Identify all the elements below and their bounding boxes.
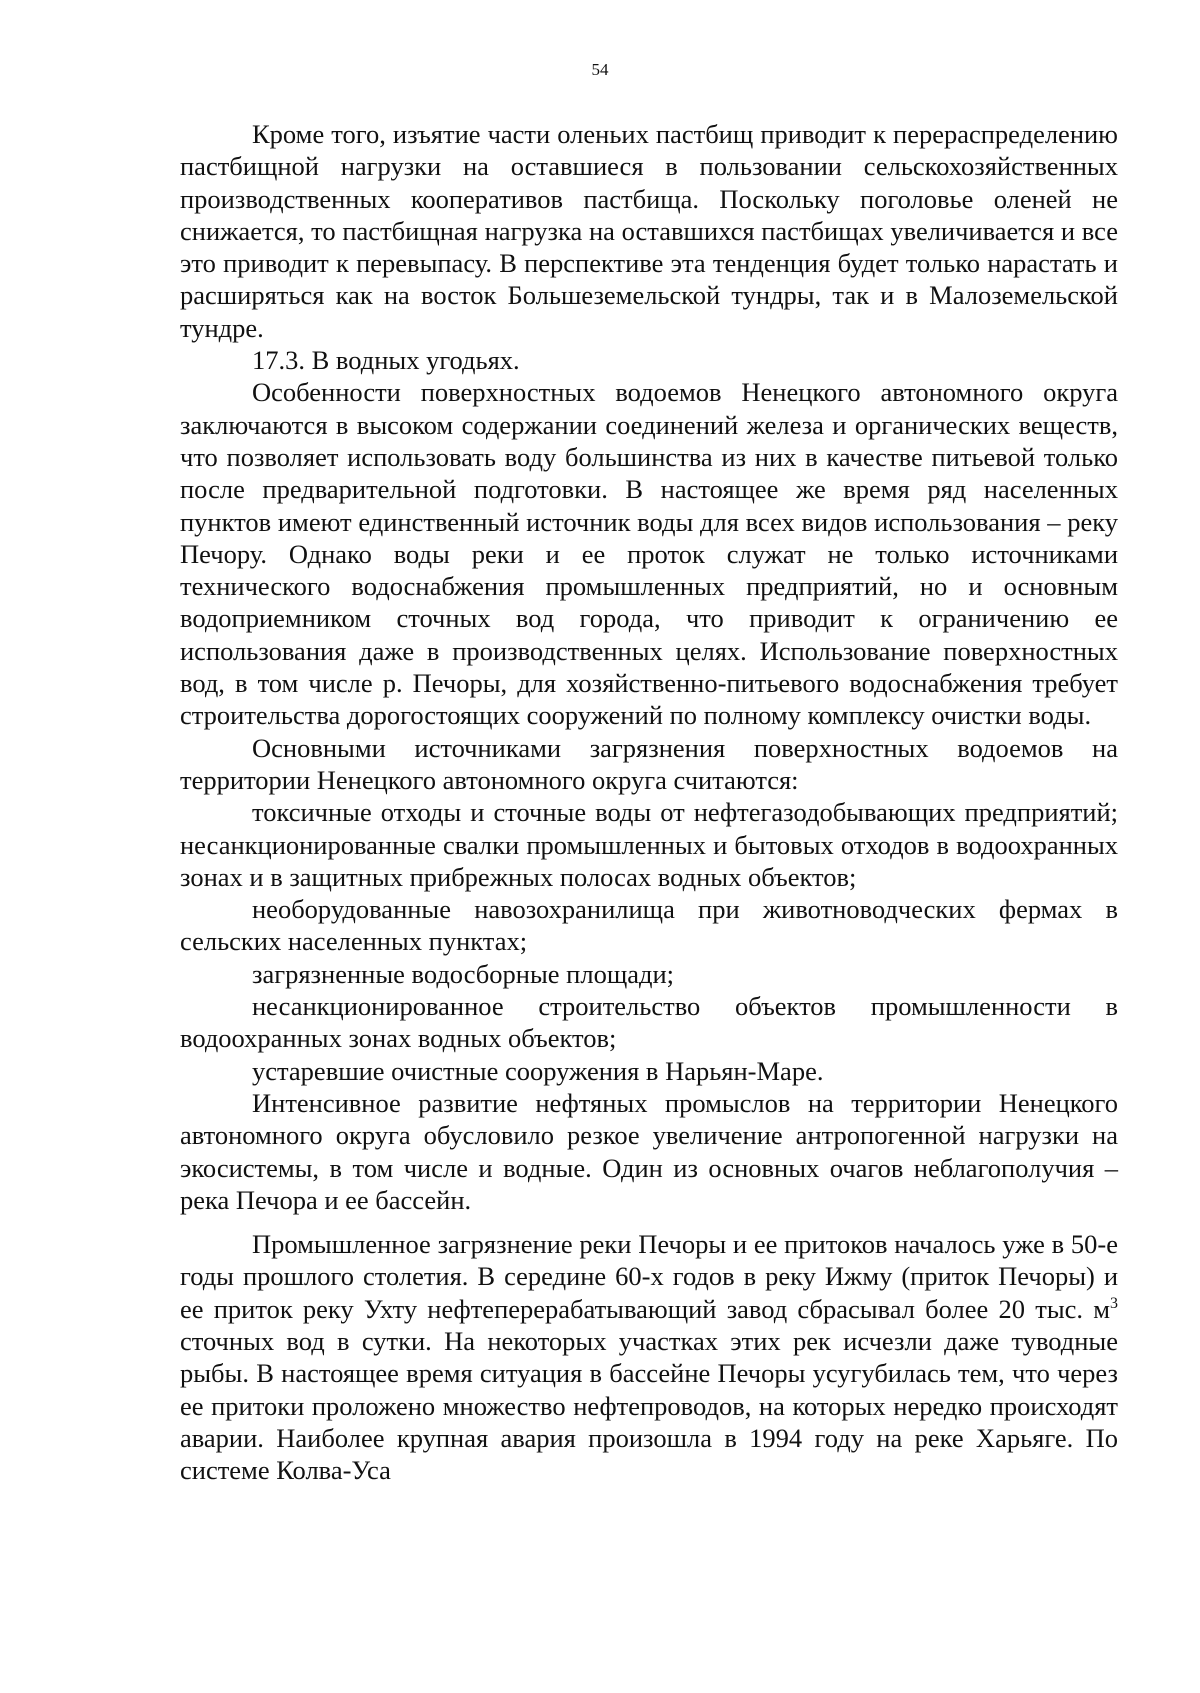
pechora-text-part-2: сточных вод в сутки. На некоторых участках этих рек исчезли даже туводные рыбы. В настоящее время ситуация в бассейне Печоры усугубилась тем, что через ее притоки проложено множество нефтепроводов, на которых нередко происходят аварии. Наиболее крупная авария произошла в 1994 году на реке Харьяге. По системе Колва-Уса bbox=[180, 1325, 1118, 1486]
list-item-manure-storage: необорудованные навозохранилища при животноводческих фермах в сельских населенных пунктах; bbox=[180, 894, 1118, 957]
section-heading-water-lands: 17.3. В водных угодьях. bbox=[252, 345, 520, 376]
list-item-unauthorized-construction: несанкционированное строительство объектов промышленности в водоохранных зонах водных объектов; bbox=[180, 991, 1118, 1054]
paragraph-surface-water-features: Особенности поверхностных водоемов Ненецкого автономного округа заключаются в высоком содержании соединений железа и органических веществ, что позволяет использовать воду большинства из них в качестве питьевой только после предварительной подготовки. В настоящее же время ряд населенных пунктов имеют единственный источник воды для всех видов использования – реку Печору. Однако воды реки и ее проток служат не только источниками технического водоснабжения промышленных предприятий, но и основным водоприемником сточных вод города, что приводит к ограничению ее использования даже в производственных целях. Использование поверхностных вод, в том числе р. Печоры, для хозяйственно-питьевого водоснабжения требует строительства дорогостоящих сооружений по полному комплексу очистки воды. bbox=[180, 377, 1118, 731]
cubic-superscript: 3 bbox=[1110, 1294, 1118, 1312]
list-item-outdated-treatment: устаревшие очистные сооружения в Нарьян-Маре. bbox=[252, 1055, 824, 1086]
list-item-polluted-catchments: загрязненные водосборные площади; bbox=[252, 958, 675, 989]
page-number: 54 bbox=[591, 60, 609, 79]
paragraph-pollution-sources-intro: Основными источниками загрязнения поверхностных водоемов на территории Ненецкого автономного округа считаются: bbox=[180, 732, 1118, 795]
paragraph-oil-industry-impact: Интенсивное развитие нефтяных промыслов на территории Ненецкого автономного округа обусловило резкое увеличение антропогенной нагрузки на экосистемы, в том числе и водные. Один из основных очагов неблагополучия – река Печора и ее бассейн. bbox=[180, 1087, 1118, 1215]
list-item-toxic-waste: токсичные отходы и сточные воды от нефтегазодобывающих предприятий; несанкционированные свалки промышленных и бытовых отходов в водоохранных зонах и в защитных прибрежных полосах водных объектов; bbox=[180, 797, 1118, 892]
paragraph-pechora-pollution-history bbox=[180, 1228, 1118, 1486]
document-body bbox=[180, 118, 1118, 1486]
pechora-text-part-1: Промышленное загрязнение реки Печоры и ее притоков началось уже в 50-е годы прошлого столетия. В середине 60-х годов в реку Ижму (приток Печоры) и ее приток реку Ухту нефтеперерабатывающий завод сбрасывал более 20 тыс. м bbox=[180, 1229, 1118, 1324]
paragraph-reindeer-pastures: Кроме того, изъятие части оленьих пастбищ приводит к перераспределению пастбищной нагрузки на оставшиеся в пользовании сельскохозяйственных производственных кооперативов пастбища. Поскольку поголовье оленей не снижается, то пастбищная нагрузка на оставшихся пастбищах увеличивается и все это приводит к перевыпасу. В перспективе эта тенденция будет только нарастать и расширяться как на восток Большеземельской тундры, так и в Малоземельской тундре. bbox=[180, 119, 1118, 343]
